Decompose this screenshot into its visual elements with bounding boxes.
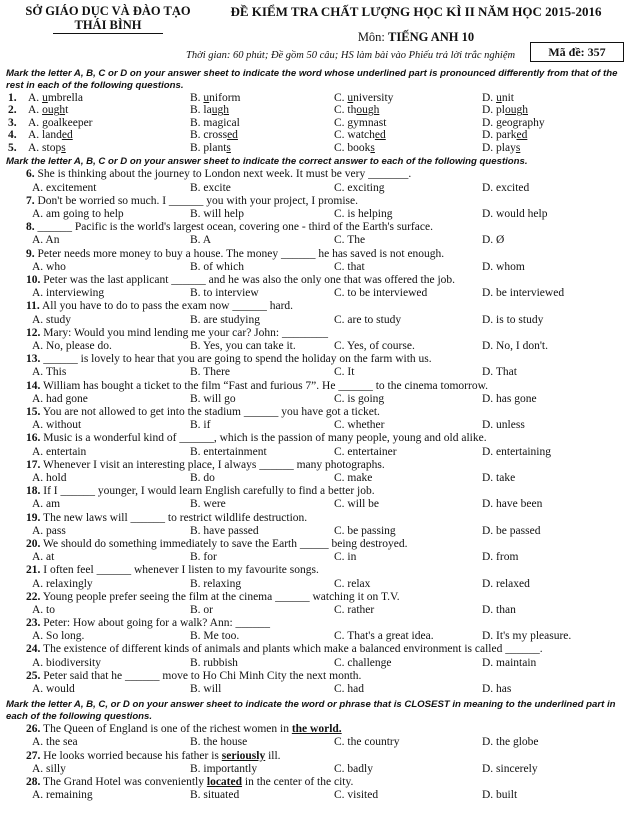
option-b: B. if bbox=[190, 419, 211, 432]
question-number: 10. bbox=[26, 274, 41, 287]
option-c: C. Yes, of course. bbox=[334, 340, 415, 352]
option-prefix: B. la bbox=[190, 104, 212, 117]
option-d: D. take bbox=[482, 471, 516, 484]
option-d: D. Ø bbox=[482, 234, 505, 247]
option-prefix: B. ma bbox=[190, 116, 218, 129]
pronunciation-row bbox=[6, 92, 632, 104]
question-number: 26. bbox=[26, 723, 41, 736]
underlined-part: u bbox=[347, 92, 354, 104]
option-suffix: t bbox=[65, 104, 69, 117]
question-number: 4. bbox=[8, 129, 17, 142]
option-b bbox=[190, 117, 240, 129]
option-b: B. or bbox=[190, 603, 213, 616]
question bbox=[6, 406, 632, 419]
option-d: D. maintain bbox=[482, 656, 537, 669]
option-c: C. that bbox=[334, 260, 365, 273]
option-c: C. in bbox=[334, 551, 357, 564]
option-d: D. have been bbox=[482, 498, 543, 511]
question-number: 8. bbox=[26, 221, 35, 234]
question-number: 3. bbox=[8, 116, 17, 129]
option-b: B. are studying bbox=[190, 313, 260, 326]
option-a bbox=[28, 104, 68, 116]
option-b: B. do bbox=[190, 471, 215, 484]
answer-options bbox=[6, 366, 632, 379]
question-text: She is thinking about the journey to London next week. It must be very _______. bbox=[37, 168, 412, 181]
option-a bbox=[28, 92, 83, 104]
option-prefix: A. land bbox=[28, 129, 62, 142]
answer-options bbox=[6, 314, 632, 327]
option-c: C. The bbox=[334, 234, 366, 247]
option-a: A. would bbox=[32, 683, 75, 696]
option-c: C. is helping bbox=[334, 208, 393, 221]
question bbox=[6, 327, 632, 340]
question-text: All you have to do to pass the exam now ______ hard. bbox=[42, 300, 294, 313]
question-text: Peter needs more money to buy a house. The money ______ he has saved is not enough. bbox=[37, 247, 445, 260]
underlined-part: u bbox=[496, 92, 502, 104]
option-b: B. will go bbox=[190, 392, 236, 405]
question-number: 12. bbox=[26, 326, 41, 339]
option-d bbox=[482, 129, 527, 141]
question-text: Mary: Would you mind lending me your car? John: ________ bbox=[43, 326, 328, 339]
option-c: C. That's a great idea. bbox=[334, 630, 434, 643]
option-a bbox=[28, 117, 93, 129]
question-text: You are not allowed to get into the stadium ______ you have got a ticket. bbox=[42, 405, 380, 418]
option-c: C. will be bbox=[334, 498, 380, 511]
option-d: D. sincerely bbox=[482, 762, 538, 775]
option-a: A. am going to help bbox=[32, 208, 124, 221]
underlined-part: ed bbox=[374, 129, 386, 142]
question-text: Whenever I visit an interesting place, I always ______ many photographs. bbox=[43, 458, 385, 471]
answer-options bbox=[6, 498, 632, 511]
option-a: A. An bbox=[32, 234, 60, 247]
underlined-part: g bbox=[42, 116, 48, 129]
answer-options bbox=[6, 657, 632, 670]
underlined-part: ed bbox=[61, 129, 73, 142]
section3-instruction: Mark the letter A, B, C, or D on your answer sheet to indicate the word or phrase that is CLOSEST in meaning to the underlined part in each of the following questions. bbox=[6, 699, 616, 722]
question bbox=[6, 353, 632, 366]
option-d: D. built bbox=[482, 789, 518, 802]
question bbox=[6, 432, 632, 445]
underlined-part: u bbox=[203, 92, 210, 104]
option-d: D. entertaining bbox=[482, 445, 551, 458]
option-c bbox=[334, 142, 375, 154]
question-text: If I ______ younger, I would learn English carefully to find a better job. bbox=[43, 485, 375, 498]
underlined-part: ough bbox=[356, 104, 380, 117]
question-text-pre: He looks worried because his father is bbox=[43, 749, 222, 762]
question-number: 24. bbox=[26, 643, 41, 656]
answer-options bbox=[6, 604, 632, 617]
question bbox=[6, 195, 632, 208]
question-number: 20. bbox=[26, 537, 41, 550]
question-text: Young people prefer seeing the film at the cinema ______ watching it on T.V. bbox=[42, 590, 400, 603]
option-suffix: mbrella bbox=[47, 92, 83, 104]
underlined-part: ed bbox=[227, 129, 238, 142]
option-prefix: D. play bbox=[482, 141, 516, 154]
option-c: C. entertainer bbox=[334, 445, 397, 458]
answer-options bbox=[6, 393, 632, 406]
question bbox=[6, 723, 632, 736]
underlined-phrase: located bbox=[206, 776, 243, 789]
answer-options bbox=[6, 630, 632, 643]
question-number: 13. bbox=[26, 353, 41, 366]
option-d: D. than bbox=[482, 603, 516, 616]
exam-code-box: Mã đề: 357 bbox=[530, 42, 624, 62]
underlined-part: ed bbox=[516, 129, 528, 142]
option-d: D. That bbox=[482, 366, 517, 379]
question-number: 17. bbox=[26, 458, 41, 471]
question bbox=[6, 643, 632, 656]
pronunciation-row bbox=[6, 117, 632, 129]
answer-options bbox=[6, 419, 632, 432]
underlined-part: s bbox=[61, 141, 66, 154]
option-c bbox=[334, 92, 393, 104]
option-b bbox=[190, 129, 238, 141]
underlined-phrase: seriously bbox=[221, 749, 266, 762]
question bbox=[6, 274, 632, 287]
answer-options bbox=[6, 287, 632, 300]
option-prefix: C. watch bbox=[334, 129, 375, 142]
option-b: B. to interview bbox=[190, 287, 259, 300]
answer-options bbox=[6, 261, 632, 274]
option-a: A. pass bbox=[32, 524, 66, 537]
question-number: 21. bbox=[26, 564, 41, 577]
option-d: D. be interviewed bbox=[482, 287, 565, 300]
question-text-post: ill. bbox=[265, 749, 281, 762]
option-c: C. challenge bbox=[334, 656, 392, 669]
question-number: 1. bbox=[8, 92, 17, 104]
option-prefix: C. bbox=[334, 92, 348, 104]
underlined-part: ough bbox=[42, 104, 66, 117]
option-b: B. There bbox=[190, 366, 231, 379]
option-prefix: D. bbox=[482, 92, 497, 104]
option-prefix: A. bbox=[28, 92, 43, 104]
exam-info: Thời gian: 60 phút; Đề gồm 50 câu; HS làm bài vào Phiếu trả lời trắc nghiệm bbox=[186, 50, 516, 61]
option-d: D. has gone bbox=[482, 392, 537, 405]
option-b: B. the house bbox=[190, 736, 248, 749]
option-a: A. excitement bbox=[32, 181, 97, 194]
department-underline bbox=[53, 33, 163, 34]
option-a: A. who bbox=[32, 260, 66, 273]
question-text: Don't be worried so much. I ______ you with your project, I promise. bbox=[37, 194, 359, 207]
question bbox=[6, 248, 632, 261]
option-d: D. It's my pleasure. bbox=[482, 630, 572, 643]
option-a: A. remaining bbox=[32, 789, 93, 802]
underlined-part: s bbox=[226, 141, 231, 154]
question-number: 28. bbox=[26, 776, 41, 789]
question-number: 11. bbox=[26, 300, 40, 313]
underlined-part: s bbox=[515, 141, 521, 154]
question bbox=[6, 750, 632, 763]
option-a: A. So long. bbox=[32, 630, 85, 643]
option-a: A. to bbox=[32, 603, 55, 616]
question-number: 18. bbox=[26, 485, 41, 498]
question bbox=[6, 776, 632, 789]
answer-options bbox=[6, 789, 632, 802]
option-b: B. entertainment bbox=[190, 445, 267, 458]
option-d: D. is to study bbox=[482, 313, 544, 326]
question-text: ______ is lovely to hear that you are going to spend the holiday on the farm with us. bbox=[43, 353, 432, 366]
option-d bbox=[482, 142, 520, 154]
question bbox=[6, 512, 632, 525]
question-number: 23. bbox=[26, 617, 41, 630]
option-c: C. are to study bbox=[334, 313, 402, 326]
question-number: 6. bbox=[26, 168, 35, 181]
option-c bbox=[334, 129, 386, 141]
option-b: B. situated bbox=[190, 789, 240, 802]
department-line2: THÁI BÌNH bbox=[74, 18, 142, 32]
option-prefix: A. stop bbox=[28, 141, 62, 154]
option-b: B. will help bbox=[190, 208, 244, 221]
question-number: 2. bbox=[8, 104, 17, 117]
option-b: B. were bbox=[190, 498, 226, 511]
underlined-part: g bbox=[347, 116, 354, 129]
section1-instruction: Mark the letter A, B, C or D on your answer sheet to indicate the word whose underlined part is pronounced differently from that of the rest in each of the following questions. bbox=[6, 68, 618, 91]
option-a: A. at bbox=[32, 551, 55, 564]
question-text-pre: The Grand Hotel was conveniently bbox=[43, 776, 207, 789]
option-b bbox=[190, 142, 231, 154]
underlined-part: g bbox=[217, 116, 224, 129]
underlined-part: s bbox=[370, 141, 375, 154]
answer-options bbox=[6, 234, 632, 247]
answer-options bbox=[6, 182, 632, 195]
pronunciation-row bbox=[6, 142, 632, 154]
option-c: C. whether bbox=[334, 419, 385, 432]
option-b: B. rubbish bbox=[190, 656, 238, 669]
option-b: B. for bbox=[190, 551, 217, 564]
underlined-part: u bbox=[42, 92, 48, 104]
option-suffix: niform bbox=[209, 92, 241, 104]
option-a: A. had gone bbox=[32, 392, 88, 405]
option-b: B. Yes, you can take it. bbox=[190, 340, 296, 352]
question-number: 22. bbox=[26, 590, 41, 603]
question-text: Peter said that he ______ move to Ho Chi Minh City the next month. bbox=[43, 669, 362, 682]
question-text: The new laws will ______ to restrict wildlife destruction. bbox=[43, 511, 308, 524]
option-d: D. from bbox=[482, 551, 519, 564]
answer-options bbox=[6, 446, 632, 459]
underlined-part: g bbox=[496, 116, 502, 129]
exam-title: ĐỀ KIỂM TRA CHẤT LƯỢNG HỌC KÌ II NĂM HỌC 2015-2016 bbox=[230, 4, 602, 19]
option-b: B. have passed bbox=[190, 524, 259, 537]
department-line1: SỞ GIÁO DỤC VÀ ĐÀO TẠO bbox=[25, 4, 191, 18]
option-d: D. whom bbox=[482, 260, 525, 273]
answer-options bbox=[6, 763, 632, 776]
option-b: B. importantly bbox=[190, 762, 258, 775]
option-prefix: D. park bbox=[482, 129, 517, 142]
option-a: A. interviewing bbox=[32, 287, 105, 300]
question bbox=[6, 168, 632, 181]
option-d: D. relaxed bbox=[482, 577, 530, 590]
option-b: B. A bbox=[190, 234, 212, 247]
question bbox=[6, 591, 632, 604]
option-c: C. is going bbox=[334, 392, 385, 405]
option-prefix: B. bbox=[190, 92, 204, 104]
option-b: B. of which bbox=[190, 260, 244, 273]
option-prefix: B. plant bbox=[190, 141, 227, 154]
question-number: 19. bbox=[26, 511, 41, 524]
question bbox=[6, 380, 632, 393]
option-prefix: B. cross bbox=[190, 129, 228, 142]
question bbox=[6, 538, 632, 551]
question bbox=[6, 485, 632, 498]
option-c: C. make bbox=[334, 471, 373, 484]
option-d: D. has bbox=[482, 683, 512, 696]
question-text: I often feel ______ whenever I listen to my favourite songs. bbox=[43, 564, 319, 577]
option-c: C. relax bbox=[334, 577, 371, 590]
option-d bbox=[482, 117, 545, 129]
option-b bbox=[190, 104, 229, 116]
option-prefix: C. book bbox=[334, 141, 371, 154]
option-d: D. the globe bbox=[482, 736, 539, 749]
option-prefix: C. th bbox=[334, 104, 357, 117]
answer-options bbox=[6, 340, 632, 353]
option-c: C. to be interviewed bbox=[334, 287, 428, 300]
option-a bbox=[28, 129, 73, 141]
option-d bbox=[482, 104, 528, 116]
option-prefix: C. bbox=[334, 116, 348, 129]
option-d: D. No, I don't. bbox=[482, 340, 548, 352]
option-d bbox=[482, 92, 514, 104]
option-c: C. rather bbox=[334, 603, 375, 616]
option-d: D. would help bbox=[482, 208, 548, 221]
question-number: 16. bbox=[26, 432, 41, 445]
option-a: A. study bbox=[32, 313, 71, 326]
pronunciation-grid bbox=[6, 92, 632, 154]
question bbox=[6, 459, 632, 472]
answer-options bbox=[6, 736, 632, 749]
option-a: A. biodiversity bbox=[32, 656, 101, 669]
question-number: 9. bbox=[26, 247, 35, 260]
option-suffix: oalkeeper bbox=[47, 116, 93, 129]
option-a: A. This bbox=[32, 366, 67, 379]
answer-options bbox=[6, 472, 632, 485]
option-prefix: A. bbox=[28, 116, 43, 129]
option-c: C. It bbox=[334, 366, 355, 379]
option-c: C. visited bbox=[334, 789, 379, 802]
option-a bbox=[28, 142, 66, 154]
option-b bbox=[190, 92, 240, 104]
question bbox=[6, 221, 632, 234]
answer-options bbox=[6, 208, 632, 221]
option-b: B. Me too. bbox=[190, 630, 240, 643]
answer-options bbox=[6, 683, 632, 696]
exam-content bbox=[6, 68, 632, 802]
option-a: A. No, please do. bbox=[32, 340, 112, 352]
answer-options bbox=[6, 551, 632, 564]
question bbox=[6, 670, 632, 683]
question-text: Music is a wonderful kind of ______, which is the passion of many people, young and old alike. bbox=[43, 432, 487, 445]
question-text: The existence of different kinds of animals and plants which make a balanced environment is called ______. bbox=[43, 643, 543, 656]
option-b: B. excite bbox=[190, 181, 231, 194]
question-number: 25. bbox=[26, 669, 41, 682]
option-d: D. unless bbox=[482, 419, 525, 432]
option-suffix: ical bbox=[223, 116, 240, 129]
option-suffix: niversity bbox=[353, 92, 394, 104]
question-text-post: in the center of the city. bbox=[242, 776, 354, 789]
answer-options bbox=[6, 525, 632, 538]
pronunciation-row bbox=[6, 104, 632, 116]
question-text-pre: The Queen of England is one of the richest women in bbox=[43, 723, 292, 736]
option-suffix: nit bbox=[501, 92, 514, 104]
option-b: B. relaxing bbox=[190, 577, 242, 590]
question-number: 15. bbox=[26, 405, 41, 418]
question-text: William has bought a ticket to the film “Fast and furious 7”. He ______ to the cinema tomorrow. bbox=[43, 379, 489, 392]
question bbox=[6, 617, 632, 630]
option-a: A. relaxingly bbox=[32, 577, 93, 590]
option-prefix: D. bbox=[482, 116, 497, 129]
question-number: 7. bbox=[26, 194, 35, 207]
option-c: C. exciting bbox=[334, 181, 385, 194]
department-header bbox=[8, 4, 208, 34]
subject-label: Môn: bbox=[357, 30, 385, 44]
underlined-part: ough bbox=[505, 104, 528, 117]
option-c bbox=[334, 104, 379, 116]
underlined-part: ugh bbox=[211, 104, 229, 117]
option-b: B. will bbox=[190, 683, 222, 696]
option-suffix: ymnast bbox=[353, 116, 387, 129]
option-c bbox=[334, 117, 386, 129]
question-number: 27. bbox=[26, 749, 41, 762]
question-text: Peter: How about going for a walk? Ann: ______ bbox=[43, 617, 271, 630]
section2-instruction: Mark the letter A, B, C or D on your answer sheet to indicate the correct answer to each of the following questions. bbox=[6, 155, 528, 167]
question-number: 14. bbox=[26, 379, 41, 392]
option-c: C. had bbox=[334, 683, 365, 696]
option-a: A. hold bbox=[32, 471, 67, 484]
option-a: A. silly bbox=[32, 762, 66, 775]
question-text: Peter was the last applicant ______ and he was also the only one that was offered the job. bbox=[43, 274, 456, 287]
grammar-questions bbox=[6, 168, 632, 696]
option-a: A. entertain bbox=[32, 445, 87, 458]
question-number: 5. bbox=[8, 141, 17, 154]
option-a: A. without bbox=[32, 419, 82, 432]
option-d: D. be passed bbox=[482, 524, 541, 537]
answer-options bbox=[6, 578, 632, 591]
subject-name: TIẾNG ANH 10 bbox=[388, 30, 475, 44]
option-prefix: A. bbox=[28, 104, 43, 117]
question-text: ______ Pacific is the world's largest ocean, covering one - third of the Earth's surface. bbox=[37, 221, 433, 234]
option-c: C. badly bbox=[334, 762, 373, 775]
underlined-phrase: the world. bbox=[291, 723, 342, 736]
option-c: C. be passing bbox=[334, 524, 396, 537]
option-d: D. excited bbox=[482, 181, 530, 194]
synonym-questions bbox=[6, 723, 632, 802]
option-prefix: D. pl bbox=[482, 104, 505, 117]
option-a: A. am bbox=[32, 498, 61, 511]
question bbox=[6, 300, 632, 313]
option-a: A. the sea bbox=[32, 736, 78, 749]
option-c: C. the country bbox=[334, 736, 400, 749]
question-text: We should do something immediately to save the Earth _____ being destroyed. bbox=[43, 537, 408, 550]
option-suffix: eography bbox=[501, 116, 545, 129]
pronunciation-row bbox=[6, 129, 632, 141]
question bbox=[6, 564, 632, 577]
